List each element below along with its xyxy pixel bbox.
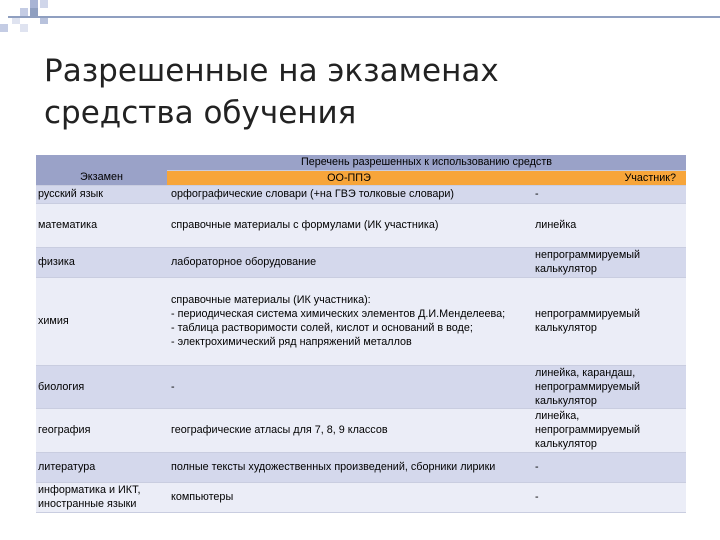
cell-subject: информатика и ИКТ, иностранные языки — [36, 482, 167, 512]
header-ooppe: ОО-ППЭ — [167, 170, 531, 185]
header-participant: Участник? — [531, 170, 686, 185]
table-row — [36, 185, 686, 203]
cell-ooppe: географические атласы для 7, 8, 9 классов — [167, 408, 531, 452]
top-rule — [8, 16, 720, 18]
table-row — [36, 277, 686, 365]
slide-title-line1: Разрешенные на экзаменах — [44, 53, 499, 89]
cell-subject: русский язык — [36, 185, 167, 203]
exam-table — [36, 155, 686, 513]
table-row — [36, 452, 686, 482]
table-row — [36, 365, 686, 408]
cell-participant: - — [531, 452, 686, 482]
cell-participant: линейка, непрограммируемый калькулятор — [531, 408, 686, 452]
cell-participant: - — [531, 482, 686, 512]
table-row — [36, 408, 686, 452]
table-header-row — [36, 155, 686, 170]
cell-ooppe: справочные материалы с формулами (ИК участника) — [167, 203, 531, 247]
cell-ooppe: орфографические словари (+на ГВЭ толковые словари) — [167, 185, 531, 203]
cell-participant: - — [531, 185, 686, 203]
slide-title-line2: средства обучения — [44, 95, 357, 131]
cell-ooppe: лабораторное оборудование — [167, 247, 531, 277]
table-row — [36, 203, 686, 247]
header-exam: Экзамен — [36, 155, 167, 185]
table-row — [36, 247, 686, 277]
cell-ooppe: справочные материалы (ИК участника): - периодическая система химических элементов Д.И.Менделеева; - таблица растворимости солей, кислот и оснований в воде; - электрохимический ряд напряжений металлов — [167, 277, 531, 365]
cell-subject: литература — [36, 452, 167, 482]
header-list: Перечень разрешенных к использованию средств — [167, 155, 686, 170]
cell-subject: география — [36, 408, 167, 452]
cell-participant: линейка, карандаш, непрограммируемый калькулятор — [531, 365, 686, 408]
cell-subject: биология — [36, 365, 167, 408]
cell-ooppe: - — [167, 365, 531, 408]
slide-title — [44, 50, 684, 134]
cell-subject: химия — [36, 277, 167, 365]
cell-participant: непрограммируемый калькулятор — [531, 247, 686, 277]
cell-participant: непрограммируемый калькулятор — [531, 277, 686, 365]
cell-ooppe: компьютеры — [167, 482, 531, 512]
table-row — [36, 482, 686, 512]
cell-ooppe: полные тексты художественных произведений, сборники лирики — [167, 452, 531, 482]
cell-subject: математика — [36, 203, 167, 247]
cell-participant: линейка — [531, 203, 686, 247]
cell-subject: физика — [36, 247, 167, 277]
corner-decoration — [0, 0, 60, 40]
